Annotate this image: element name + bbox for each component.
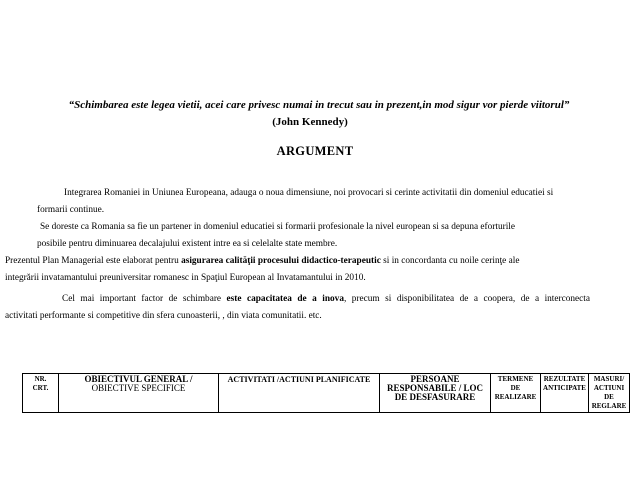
quote-author: (John Kennedy) bbox=[272, 116, 348, 128]
header-deadlines-line-2: DE bbox=[510, 384, 521, 392]
header-measures-line-3: DE bbox=[604, 393, 614, 401]
header-measures bbox=[589, 374, 630, 413]
paragraph-3-emphasis: asigurarea calităţii procesului didactico-terapeutic bbox=[181, 256, 381, 266]
header-deadlines bbox=[491, 374, 541, 413]
header-persons bbox=[380, 374, 491, 413]
paragraph-4-emphasis: este capacitatea de a inova bbox=[226, 294, 344, 304]
header-persons-line-2: RESPONSABILE / LOC bbox=[386, 383, 484, 393]
header-objectives bbox=[59, 374, 219, 413]
table-header-row bbox=[23, 374, 630, 413]
header-objective-specific: OBIECTIVE SPECIFICE bbox=[91, 383, 186, 393]
paragraph-3-text-start: Prezentul Plan Managerial este elaborat pentru bbox=[5, 256, 182, 266]
paragraph-3-text-end: si in concordanta cu noile cerinţe ale bbox=[380, 256, 520, 266]
paragraph-4-line-2: activitati performante si competitive din sfera cunoasterii, , din viata comunitatii. etc. bbox=[5, 311, 322, 321]
header-measures-line-1: MASURI/ bbox=[593, 375, 625, 383]
paragraph-1-line-1: Integrarea Romaniei in Uniunea Europeana, adauga o noua dimensiune, noi provocari si cerinte activitatii din domeniul educatiei si bbox=[64, 188, 554, 198]
paragraph-4-text-start: Cel mai important factor de schimbare bbox=[62, 294, 227, 304]
paragraph-2-line-2: posibile pentru diminuarea decalajului existent intre ea si celelalte state membre. bbox=[37, 239, 338, 249]
header-deadlines-line-3: REALIZARE bbox=[494, 393, 537, 401]
paragraph-4-line-1 bbox=[62, 293, 590, 305]
paragraph-4-text-end: , precum si disponibilitatea de a coopera, de a interconecta bbox=[343, 294, 590, 304]
header-measures-line-4: REGLARE bbox=[591, 402, 627, 410]
header-deadlines-line-1: TERMENE bbox=[497, 375, 534, 383]
managerial-plan-table bbox=[22, 373, 630, 413]
section-heading: ARGUMENT bbox=[276, 144, 354, 158]
header-crt-line: CRT. bbox=[32, 384, 49, 392]
paragraph-1-line-2: formarii continue. bbox=[37, 205, 105, 215]
header-activities: ACTIVITATI /ACTIUNI PLANIFICATE bbox=[219, 374, 380, 413]
header-persons-line-3: DE DESFASURARE bbox=[394, 392, 476, 402]
paragraph-2-line-1: Se doreste ca Romania sa fie un partener in domeniul educatiei si formarii profesionale la nivel european si sa depuna eforturile bbox=[40, 222, 515, 232]
header-persons-line-1: PERSOANE bbox=[410, 374, 460, 384]
header-results-line-2: ANTICIPATE bbox=[543, 384, 586, 392]
motto-quote: “Schimbarea este legea vietii, acei care privesc numai in trecut sau in prezent,in mod sigur vor pierde viitorul” bbox=[68, 99, 570, 111]
header-results bbox=[541, 374, 589, 413]
header-results-line-1: REZULTATE bbox=[543, 375, 586, 383]
header-measures-line-2: ACTIUNI bbox=[593, 384, 625, 392]
header-nr-line: NR. bbox=[34, 375, 47, 383]
header-nr-crt bbox=[23, 374, 59, 413]
paragraph-3-line-2: integrării invatamantului preuniversitar romanesc in Spaţiul European al Invatamantului in 2010. bbox=[5, 273, 366, 283]
paragraph-3-line-1 bbox=[5, 255, 519, 267]
header-objective-general: OBIECTIVUL GENERAL / bbox=[84, 374, 193, 384]
